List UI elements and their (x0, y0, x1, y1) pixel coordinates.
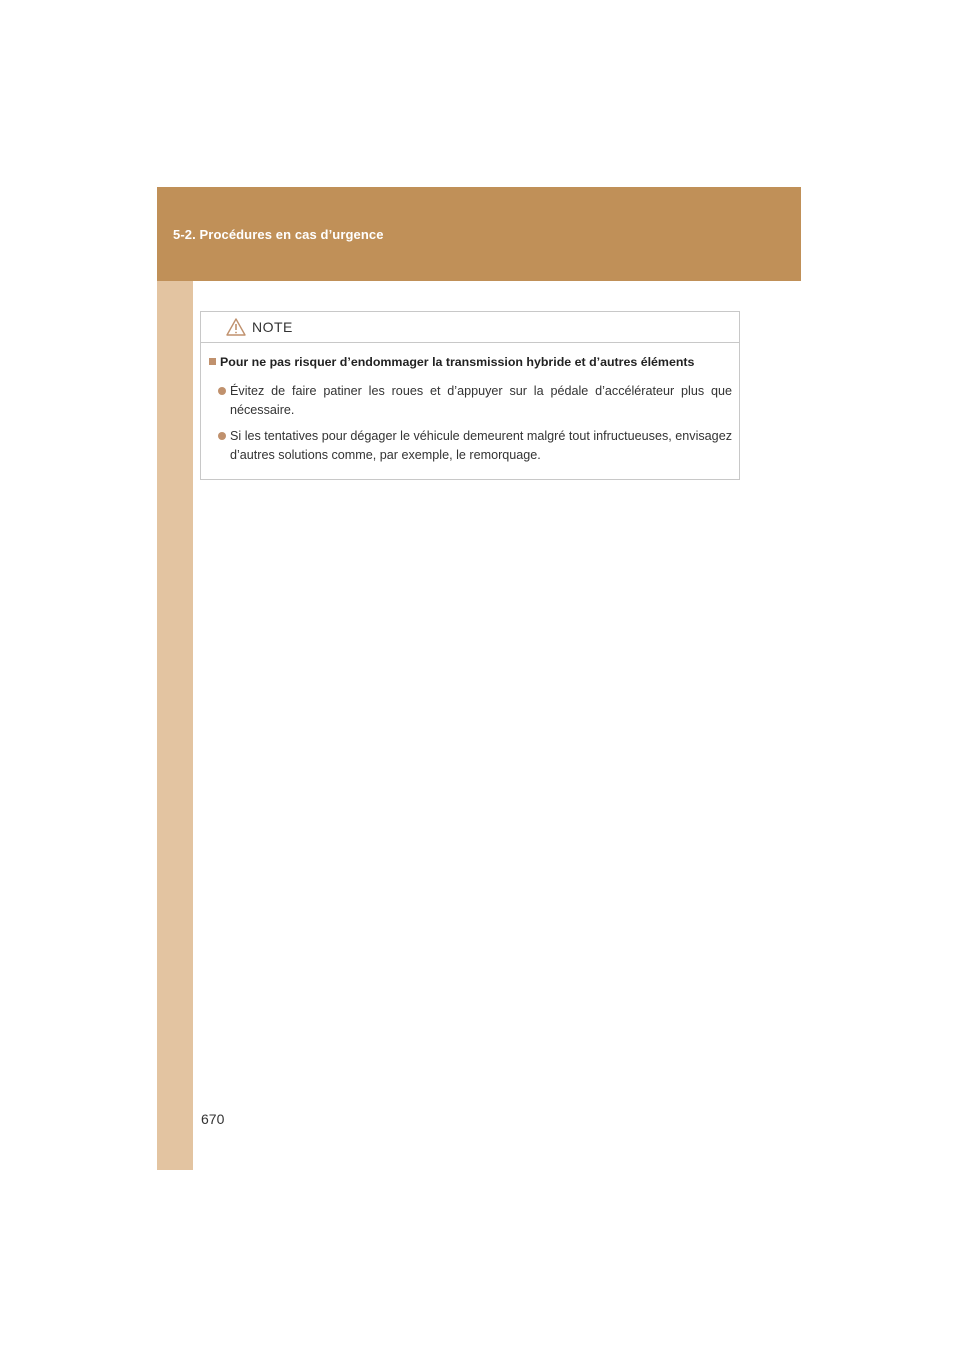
warning-triangle-icon (226, 318, 246, 336)
list-item-text: Évitez de faire patiner les roues et d’appuyer sur la pédale d’accélérateur plus que nécessaire. (230, 384, 732, 417)
note-subheading-text: Pour ne pas risquer d’endommager la transmission hybride et d’autres éléments (220, 355, 695, 369)
note-header (201, 312, 739, 343)
list-item-text: Si les tentatives pour dégager le véhicule demeurent malgré tout infructueuses, envisagez d’autres solutions comme, par exemple, le remorquage. (230, 429, 732, 462)
section-title: 5-2. Procédures en cas d’urgence (173, 227, 384, 242)
list-item (218, 382, 732, 420)
note-subheading (209, 355, 739, 369)
square-bullet-icon (209, 358, 216, 365)
round-bullet-icon (218, 432, 226, 440)
note-label: NOTE (252, 319, 293, 335)
page-number: 670 (201, 1111, 225, 1127)
note-box (200, 311, 740, 480)
round-bullet-icon (218, 387, 226, 395)
header-band (157, 187, 801, 281)
list-item (218, 427, 732, 465)
side-tab (157, 281, 193, 1170)
